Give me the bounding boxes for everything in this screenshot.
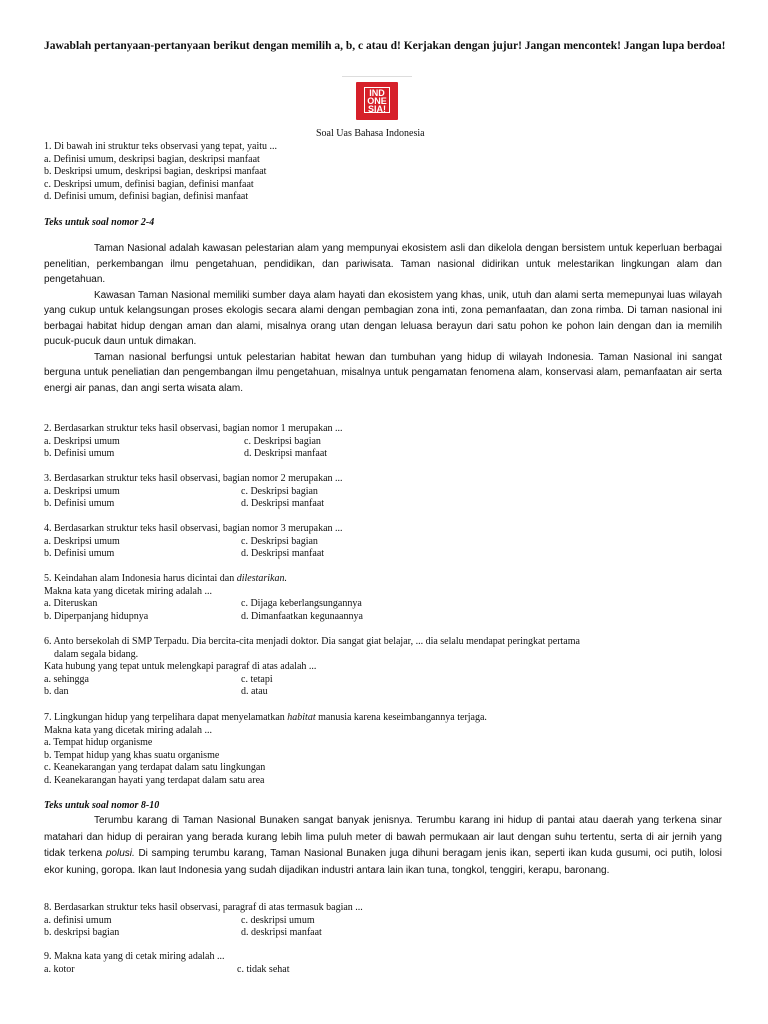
question-7-option-d: d. Keanekarangan hayati yang terdapat dalam satu area	[44, 774, 265, 786]
question-7-option-b: b. Tempat hidup yang khas suatu organisme	[44, 749, 220, 761]
question-2-option-c: c. Deskripsi bagian	[244, 435, 321, 447]
document-title: Soal Uas Bahasa Indonesia	[316, 128, 425, 139]
question-7-italic-word: habitat	[287, 712, 316, 723]
passage-1-paragraph-2: Kawasan Taman Nasional memiliki sumber daya alam hayati dan ekosistem yang khas, unik, utuh dan alami serta memepunyai luas wilayah yang cukup untuk kelangsungan proses ekologis secara alami dengan pembagian zona inti, zona pemanfaatan, dan zona rimba. Di taman nasional ini berbagai habitat hidup dengan aman dan alami, misalnya orang utan dengan leluasa berayun dari satu pohon ke pohon lain dengan dan ia memilih pucuk-pucuk daun untuk dimakan.	[44, 289, 722, 347]
question-6-option-d: d. atau	[241, 686, 268, 697]
question-7-option-c: c. Keanekarangan yang terdapat dalam satu lingkungan	[44, 762, 266, 773]
passage-2-header: Teks untuk soal nomor 8-10	[44, 800, 160, 811]
question-7-option-a: a. Tempat hidup organisme	[44, 737, 153, 748]
question-7-stem-post: manusia karena keseimbangannya terjaga.	[318, 712, 487, 723]
logo-text-line1: IND	[369, 88, 385, 98]
question-5-option-c: c. Dijaga keberlangsungannya	[241, 598, 362, 609]
question-5-option-b: b. Diperpanjang hidupnya	[44, 610, 149, 622]
question-3-stem: 3. Berdasarkan struktur teks hasil observasi, bagian nomor 2 merupakan ...	[44, 473, 343, 484]
question-5-stem	[44, 573, 724, 586]
question-5-italic-word: dilestarikan.	[236, 573, 287, 584]
question-3-option-a: a. Deskripsi umum	[44, 485, 120, 497]
question-1	[44, 141, 277, 204]
question-6-prompt: Kata hubung yang tepat untuk melengkapi paragraf di atas adalah ...	[44, 661, 317, 672]
question-5-prompt: Makna kata yang dicetak miring adalah ...	[44, 585, 212, 597]
question-1-option-a: a. Definisi umum, deskripsi bagian, deskripsi manfaat	[44, 153, 260, 165]
indonesia-logo	[356, 82, 398, 120]
logo-caption-line	[342, 76, 412, 77]
question-9-option-a: a. kotor	[44, 963, 75, 975]
passage-2-text-pre: Terumbu karang di Taman Nasional Bunaken sangat banyak jenisnya. Terumbu karang ini hidup di pantai atau daerah yang terkena sinar matahari dan hidup di perairan yang berada kurang lebih lima puluh meter di bawah permukaan air laut dengan suhu tertentu, serta di air jernih yang tidak terkena	[44, 815, 722, 859]
question-5-option-a: a. Diteruskan	[44, 598, 98, 609]
question-5-stem-text: 5. Keindahan alam Indonesia harus dicintai dan	[44, 573, 235, 584]
passage-2-italic-word: polusi.	[105, 848, 135, 859]
question-6-option-c: c. tetapi	[241, 673, 273, 685]
question-8-stem: 8. Berdasarkan struktur teks hasil observasi, paragraf di atas termasuk bagian ...	[44, 902, 363, 913]
question-6	[44, 636, 734, 700]
logo-text-line3: SIA!	[368, 104, 386, 114]
passage-1	[44, 241, 722, 396]
question-1-option-b: b. Deskripsi umum, deskripsi bagian, deskripsi manfaat	[44, 166, 267, 177]
question-8	[44, 902, 724, 942]
question-7-stem	[44, 712, 734, 725]
question-2	[44, 423, 724, 463]
question-9-option-c: c. tidak sehat	[237, 963, 290, 975]
question-3-option-b: b. Definisi umum	[44, 498, 115, 509]
passage-2-text-post: Di samping terumbu karang, Taman Nasional Bunaken juga dihuni beragam jenis ikan, seperti ikan kuda gusumi, oci putih, lolosi ekor kuning, goropa. Ikan laut Indonesia yang sudah dijadikan industri antara lain ikan tuna, tongkol, tenggiri, kerapu, baronang.	[44, 848, 723, 876]
question-7-prompt: Makna kata yang dicetak miring adalah ...	[44, 724, 212, 736]
question-2-option-d: d. Deskripsi manfaat	[244, 448, 328, 459]
question-1-option-d: d. Definisi umum, definisi bagian, definisi manfaat	[44, 191, 249, 202]
passage-1-paragraph-1: Taman Nasional adalah kawasan pelestarian alam yang mempunyai ekosistem asli dan dikelola dengan bersistem untuk keperluan berbagai penelitian, perkembangan ilmu pengetahuan, pendidikan, dan pariwisata. Taman nasional didirikan untuk melestarikan lingkungan alam dan pengetahuan.	[44, 243, 722, 285]
question-8-option-d: d. deskripsi manfaat	[241, 927, 322, 938]
passage-2	[44, 813, 722, 879]
passage-1-header: Teks untuk soal nomor 2-4	[44, 217, 155, 228]
question-7	[44, 712, 734, 787]
question-3	[44, 473, 724, 513]
question-7-stem-pre: 7. Lingkungan hidup yang terpelihara dapat menyelamatkan	[44, 712, 285, 723]
passage-2-paragraph	[44, 813, 722, 879]
question-6-option-a: a. sehingga	[44, 673, 89, 685]
question-1-option-c: c. Deskripsi umum, definisi bagian, definisi manfaat	[44, 178, 254, 190]
question-4-stem: 4. Berdasarkan struktur teks hasil observasi, bagian nomor 3 merupakan ...	[44, 523, 343, 534]
question-2-stem: 2. Berdasarkan struktur teks hasil observasi, bagian nomor 1 merupakan ...	[44, 423, 343, 434]
question-5	[44, 573, 724, 625]
question-4-option-a: a. Deskripsi umum	[44, 535, 120, 547]
question-2-option-b: b. Definisi umum	[44, 448, 115, 459]
question-6-stem: 6. Anto bersekolah di SMP Terpadu. Dia bercita-cita menjadi doktor. Dia sangat giat belajar, ... dia selalu mendapat peringkat pertama	[44, 636, 580, 647]
question-8-option-c: c. deskripsi umum	[241, 914, 315, 926]
question-3-option-d: d. Deskripsi manfaat	[241, 498, 325, 509]
question-3-option-c: c. Deskripsi bagian	[241, 485, 318, 497]
question-1-stem: 1. Di bawah ini struktur teks observasi yang tepat, yaitu ...	[44, 141, 278, 152]
passage-1-paragraph-3: Taman nasional berfungsi untuk pelestarian habitat hewan dan tumbuhan yang hidup di wilayah Indonesia. Taman Nasional ini sangat berguna untuk peneliatian dan pengembangan ilmu pengetahuan, misalnya untuk pengamatan fenomena alam, konservasi alam, pemanfaatan air serta energi air panas, dan angi serta wisata alam.	[44, 351, 722, 394]
question-9	[44, 951, 724, 979]
question-8-option-a: a. definisi umum	[44, 914, 112, 926]
question-8-option-b: b. deskripsi bagian	[44, 927, 120, 938]
question-4-option-b: b. Definisi umum	[44, 548, 115, 559]
question-4-option-c: c. Deskripsi bagian	[241, 535, 318, 547]
question-9-stem: 9. Makna kata yang di cetak miring adalah ...	[44, 951, 225, 962]
question-5-option-d: d. Dimanfaatkan kegunaannya	[241, 610, 363, 622]
question-4	[44, 523, 724, 563]
instruction-text: Jawablah pertanyaan-pertanyaan berikut dengan memilih a, b, c atau d! Kerjakan dengan jujur! Jangan mencontek! Jangan lupa berdoa!	[44, 40, 726, 52]
question-6-stem-continued: dalam segala bidang.	[54, 648, 139, 660]
logo-text-line2: ONE	[367, 96, 387, 106]
question-6-option-b: b. dan	[44, 686, 69, 697]
question-2-option-a: a. Deskripsi umum	[44, 435, 120, 447]
question-4-option-d: d. Deskripsi manfaat	[241, 548, 325, 559]
